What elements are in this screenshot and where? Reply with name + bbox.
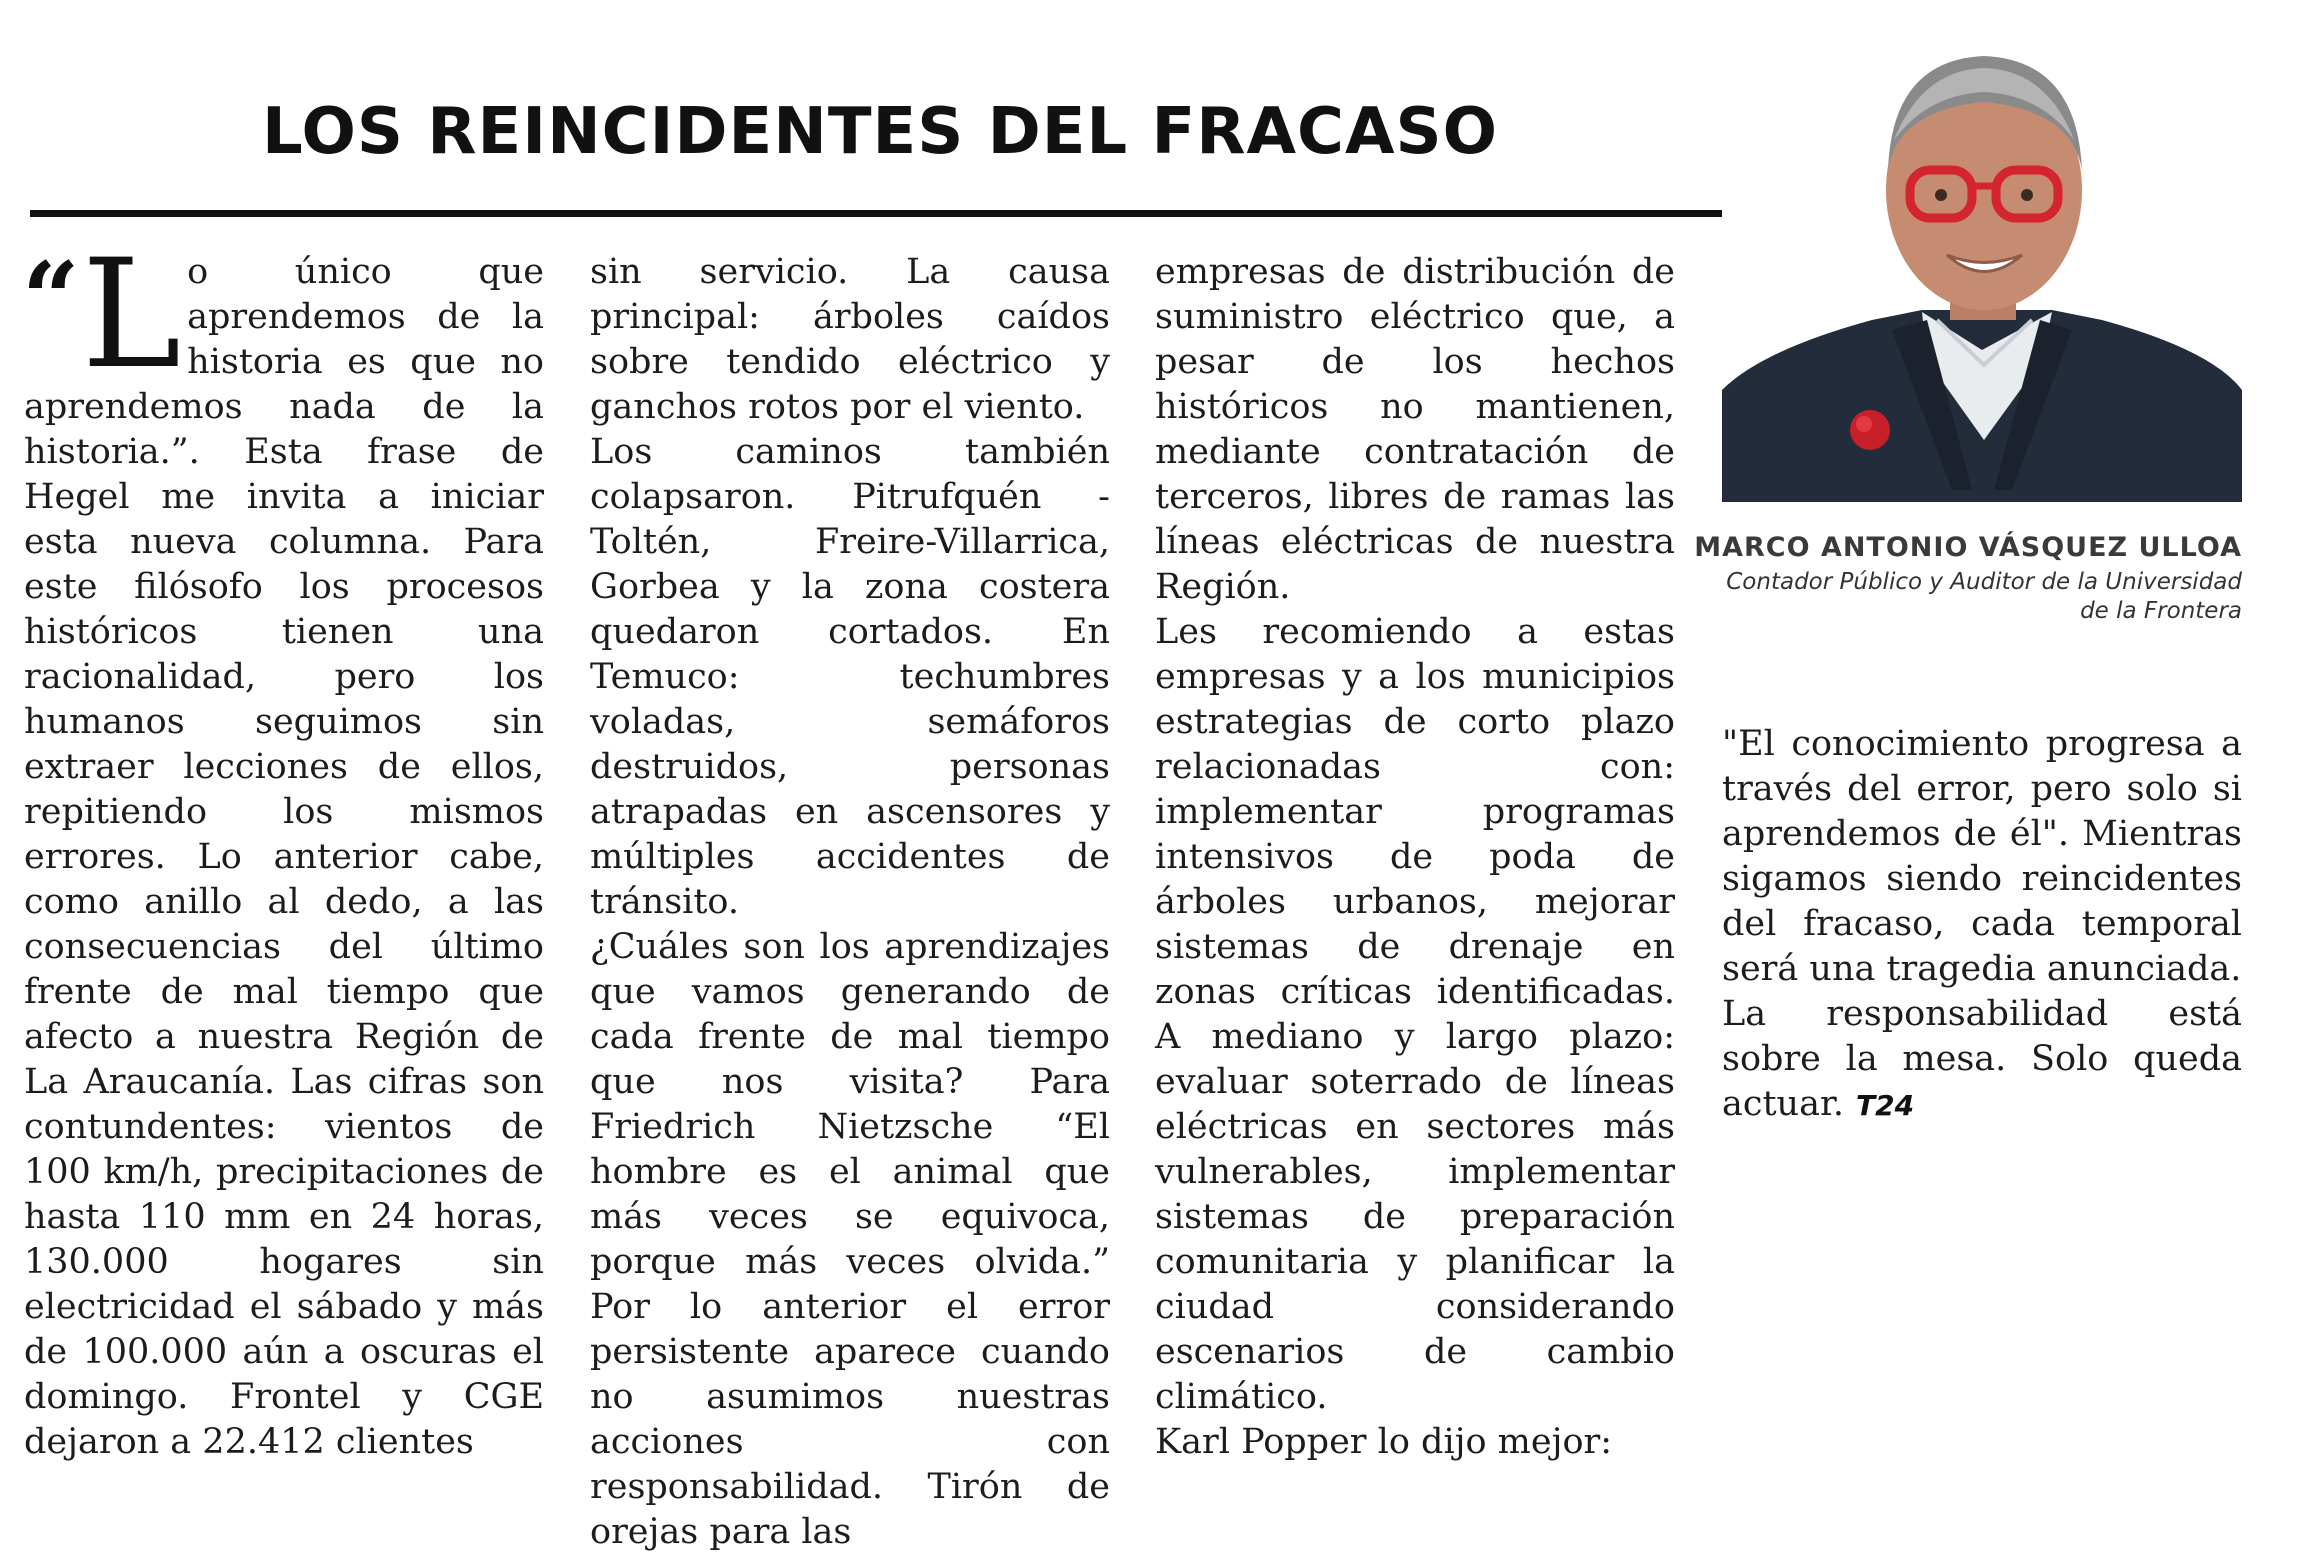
author-role-line-2: de la Frontera xyxy=(2080,598,2242,624)
paragraph: Karl Popper lo dijo mejor: xyxy=(1155,1422,1613,1462)
title-rule xyxy=(30,210,1726,217)
paragraph: empresas de distribución de suministro eléctrico que, a pesar de los hechos históricos no mantienen, mediante contratación de terceros, libres de ramas las líneas eléctricas de nuestra Región. xyxy=(1155,252,1675,607)
author-name: MARCO ANTONIO VÁSQUEZ ULLOA xyxy=(1694,532,2242,563)
column-1 xyxy=(22,228,544,1462)
author-role xyxy=(1722,568,2242,626)
opening-quote-mark: “ xyxy=(22,240,80,358)
column-4 xyxy=(1722,722,2242,1133)
column-2 xyxy=(590,250,1110,1552)
t24-logo-icon xyxy=(1855,1087,1915,1133)
article-title: LOS REINCIDENTES DEL FRACASO xyxy=(261,95,1499,169)
author-photo xyxy=(1722,20,2242,502)
paragraph: sin servicio. La causa principal: árboles caídos sobre tendido eléctrico y ganchos rotos por el viento. xyxy=(590,252,1110,427)
paragraph: ¿Cuáles son los aprendizajes que vamos generando de cada frente de mal tiempo que nos visita? Para Friedrich Nietzsche “El hombre es el animal que más veces se equivoca, porque más veces olvida.” Por lo anterior el error persistente aparece cuando no asumimos nuestras acciones con responsabilidad. Tirón de orejas para las xyxy=(590,927,1110,1552)
paragraph: Les recomiendo a estas empresas y a los municipios estrategias de corto plazo relacionadas con: implementar programas intensivos de poda de árboles urbanos, mejorar sistemas de drenaje en zonas críticas identificadas. A mediano y largo plazo: evaluar soterrado de líneas eléctricas en sectores más vulnerables, implementar sistemas de preparación comunitaria y planificar la ciudad considerando escenarios de cambio climático. xyxy=(1155,612,1675,1417)
column-1-text: o único que aprendemos de la historia es que no aprendemos nada de la historia.”. Esta frase de Hegel me invita a iniciar esta nueva columna. Para este filósofo los procesos históricos tienen una racionalidad, pero los humanos seguimos sin extraer lecciones de ellos, repitiendo los mismos errores. Lo anterior cabe, como anillo al dedo, a las consecuencias del último frente de mal tiempo que afecto a nuestra Región de La Araucanía. Las cifras son contundentes: vientos de 100 km/h, precipitaciones de hasta 110 mm en 24 horas, 130.000 hogares sin electricidad el sábado y más de 100.000 aún a oscuras el domingo. Frontel y CGE dejaron a 22.412 clientes xyxy=(24,252,544,1462)
column-3 xyxy=(1155,250,1675,1462)
paragraph: Los caminos también colapsaron. Pitrufquén -Toltén, Freire-Villarrica, Gorbea y la zona costera quedaron cortados. En Temuco: techumbres voladas, semáforos destruidos, personas atrapadas en ascensores y múltiples accidentes de tránsito. xyxy=(590,432,1110,922)
author-portrait-image xyxy=(1722,20,2242,502)
paragraph: "El conocimiento progresa a través del error, pero solo si aprendemos de él". Mientras sigamos siendo reincidentes del fracaso, cada temporal será una tragedia anunciada. xyxy=(1722,724,2242,989)
closing-text: La responsabilidad está sobre la mesa. Solo queda actuar. xyxy=(1722,994,2242,1124)
drop-cap: L xyxy=(81,228,182,402)
closing-paragraph xyxy=(1722,992,2242,1133)
logo-text: T24 xyxy=(1855,1089,1915,1122)
author-role-line-1: Contador Público y Auditor de la Universidad xyxy=(1726,569,2242,595)
